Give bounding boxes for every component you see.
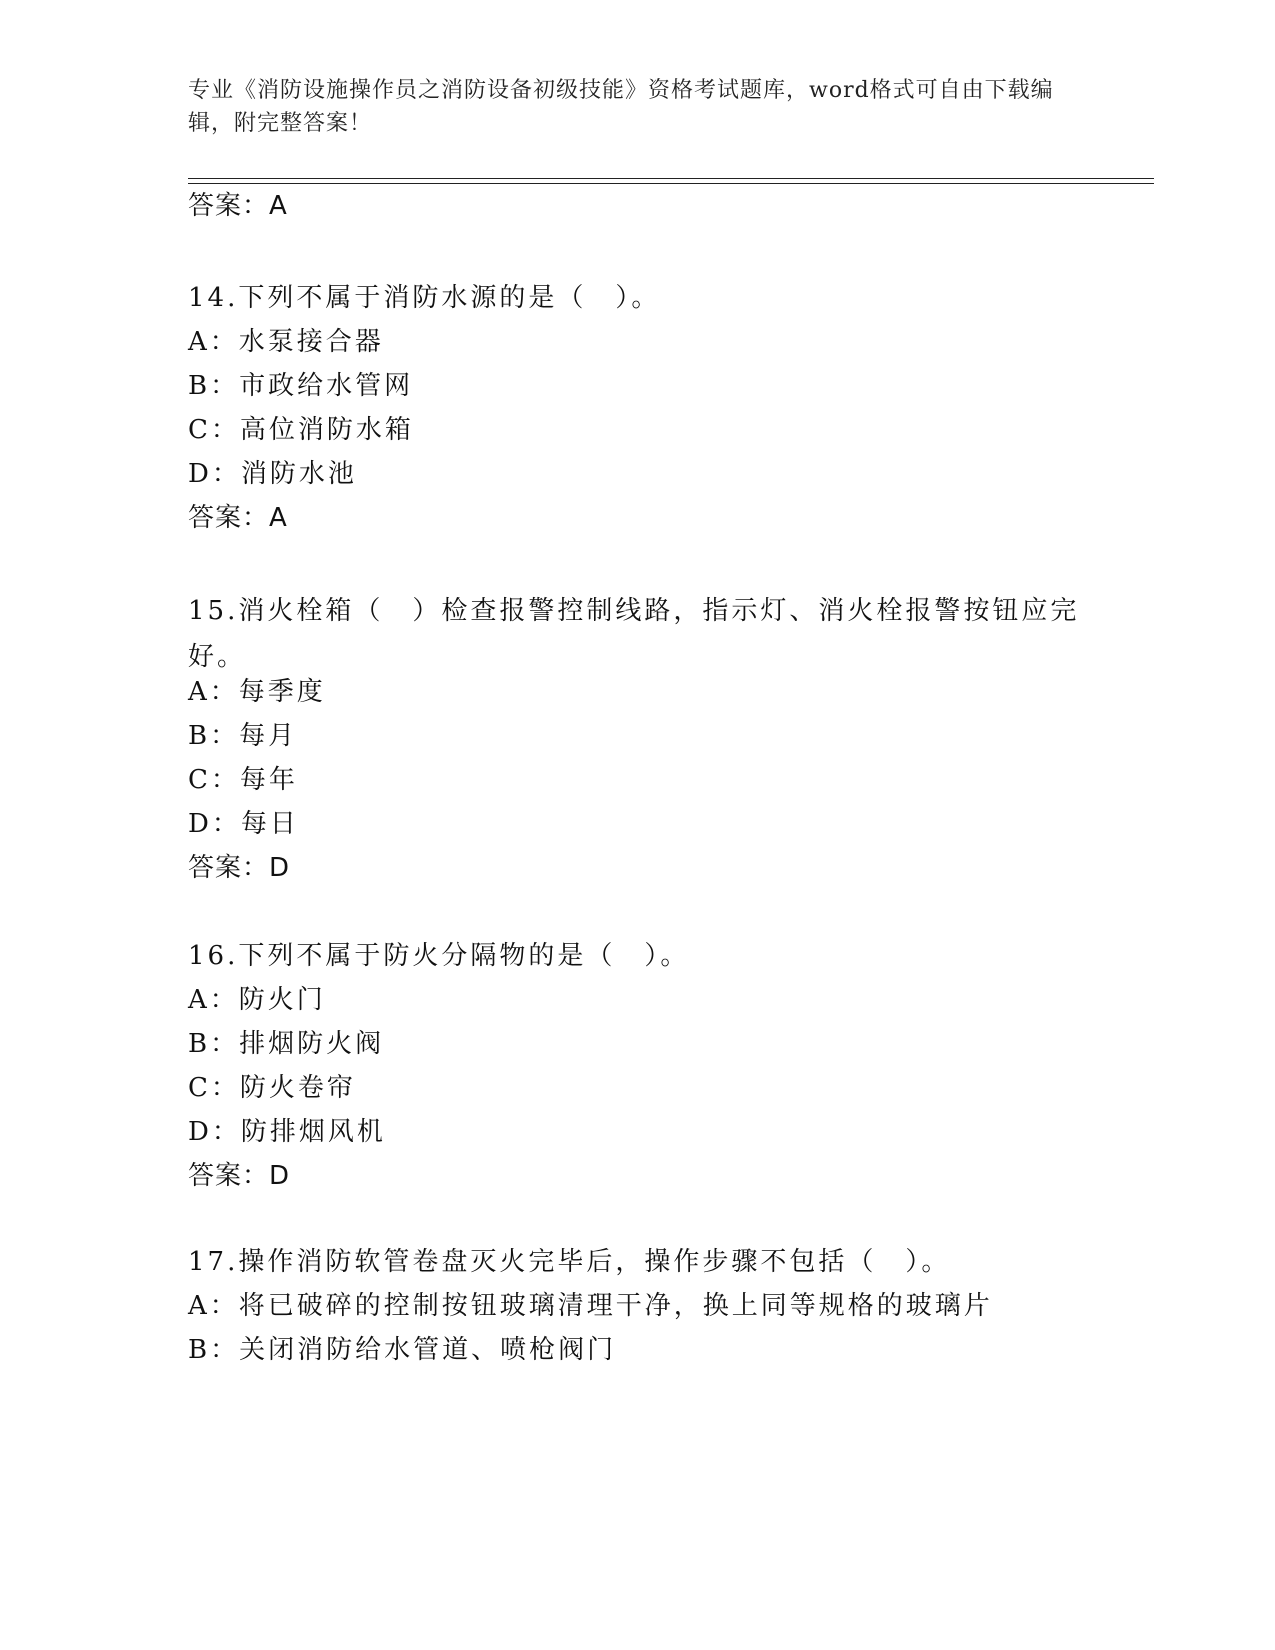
question-17-option-b: B：关闭消防给水管道、喷枪阀门: [188, 1335, 617, 1365]
question-16-option-a: A：防火门: [188, 985, 326, 1015]
question-15-option-b: B：每月: [188, 721, 298, 751]
question-15-answer: 答案：D: [188, 853, 291, 883]
question-16-option-c: C：防火卷帘: [188, 1073, 356, 1103]
question-14-option-d: D：消防水池: [188, 459, 357, 489]
question-16-option-b: B：排烟防火阀: [188, 1029, 385, 1059]
header-divider-top: [188, 178, 1154, 179]
question-14-stem: 14.下列不属于消防水源的是（ ）。: [188, 283, 661, 313]
answer-prev: 答案：A: [188, 191, 288, 221]
question-15-option-a: A：每季度: [188, 677, 326, 707]
question-15-option-d: D：每日: [188, 809, 299, 839]
question-15-stem: 15.消火栓箱（ ）检查报警控制线路，指示灯、消火栓报警按钮应完好。: [188, 596, 1080, 672]
question-14-option-a: A：水泵接合器: [188, 327, 384, 357]
question-14-option-c: C：高位消防水箱: [188, 415, 414, 445]
question-14-option-b: B：市政给水管网: [188, 371, 414, 401]
question-15-option-c: C：每年: [188, 765, 298, 795]
question-16-option-d: D：防排烟风机: [188, 1117, 386, 1147]
document-header: 专业《消防设施操作员之消防设备初级技能》资格考试题库，word格式可自由下载编辑，附完整答案！: [188, 78, 1054, 136]
question-17-option-a: A：将已破碎的控制按钮玻璃清理干净，换上同等规格的玻璃片: [188, 1291, 993, 1321]
question-14-answer: 答案：A: [188, 503, 288, 533]
header-divider-bottom: [188, 183, 1154, 184]
question-16-stem: 16.下列不属于防火分隔物的是（ ）。: [188, 941, 690, 971]
question-16-answer: 答案：D: [188, 1161, 291, 1191]
question-17-stem: 17.操作消防软管卷盘灭火完毕后，操作步骤不包括（ ）。: [188, 1247, 951, 1277]
